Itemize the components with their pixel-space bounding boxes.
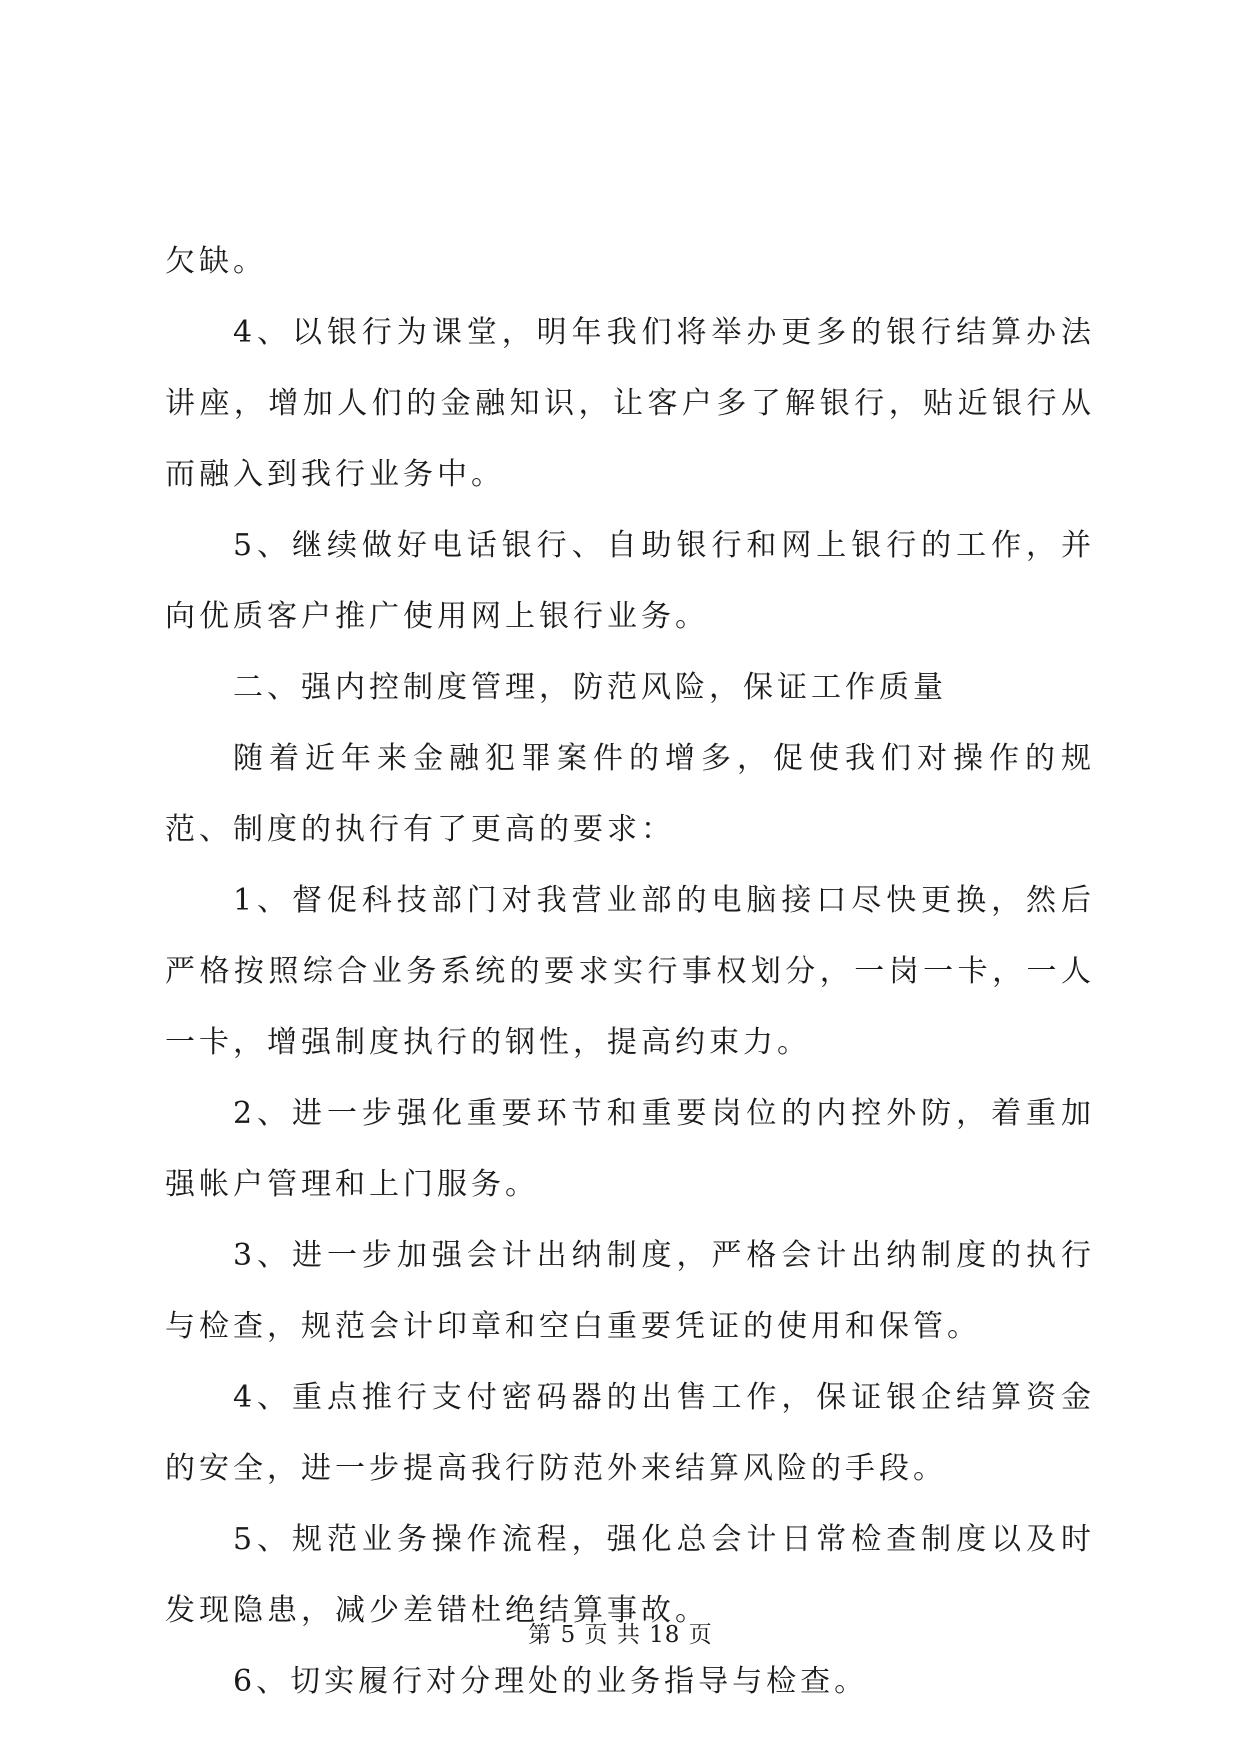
paragraph-item-4-password-device: 4、重点推行支付密码器的出售工作，保证银企结算资金的安全，进一步提高我行防范外来结算风险的手段。: [165, 1380, 1095, 1486]
paragraph-intro-financial-crime: 随着近年来金融犯罪案件的增多，促使我们对操作的规范、制度的执行有了更高的要求：: [165, 741, 1095, 847]
paragraph-item-4-bank-lectures: 4、以银行为课堂，明年我们将举办更多的银行结算办法讲座，增加人们的金融知识，让客户多了解银行，贴近银行从而融入到我行业务中。: [165, 315, 1095, 492]
page-number-footer: 第 5 页 共 18 页: [528, 1622, 713, 1648]
paragraph-item-2-key-positions: 2、进一步强化重要环节和重要岗位的内控外防，着重加强帐户管理和上门服务。: [165, 1096, 1095, 1202]
paragraph-continuation: 欠缺。: [165, 244, 267, 279]
paragraph-item-5-operating-procedures: 5、规范业务操作流程，强化总会计日常检查制度以及时发现隐患，减少差错杜绝结算事故。: [165, 1522, 1095, 1628]
paragraph-item-3-cashier-system: 3、进一步加强会计出纳制度，严格会计出纳制度的执行与检查，规范会计印章和空白重要凭证的使用和保管。: [165, 1238, 1095, 1344]
paragraph-item-1-interface-replacement: 1、督促科技部门对我营业部的电脑接口尽快更换，然后严格按照综合业务系统的要求实行事权划分，一岗一卡，一人一卡，增强制度执行的钢性，提高约束力。: [165, 883, 1095, 1060]
paragraph-item-6-branch-guidance: 6、切实履行对分理处的业务指导与检查。: [233, 1664, 869, 1699]
section-heading-internal-control: 二、强内控制度管理，防范风险，保证工作质量: [233, 670, 947, 705]
document-body: [165, 226, 1095, 1717]
paragraph-item-5-e-banking: 5、继续做好电话银行、自助银行和网上银行的工作，并向优质客户推广使用网上银行业务。: [165, 528, 1095, 634]
